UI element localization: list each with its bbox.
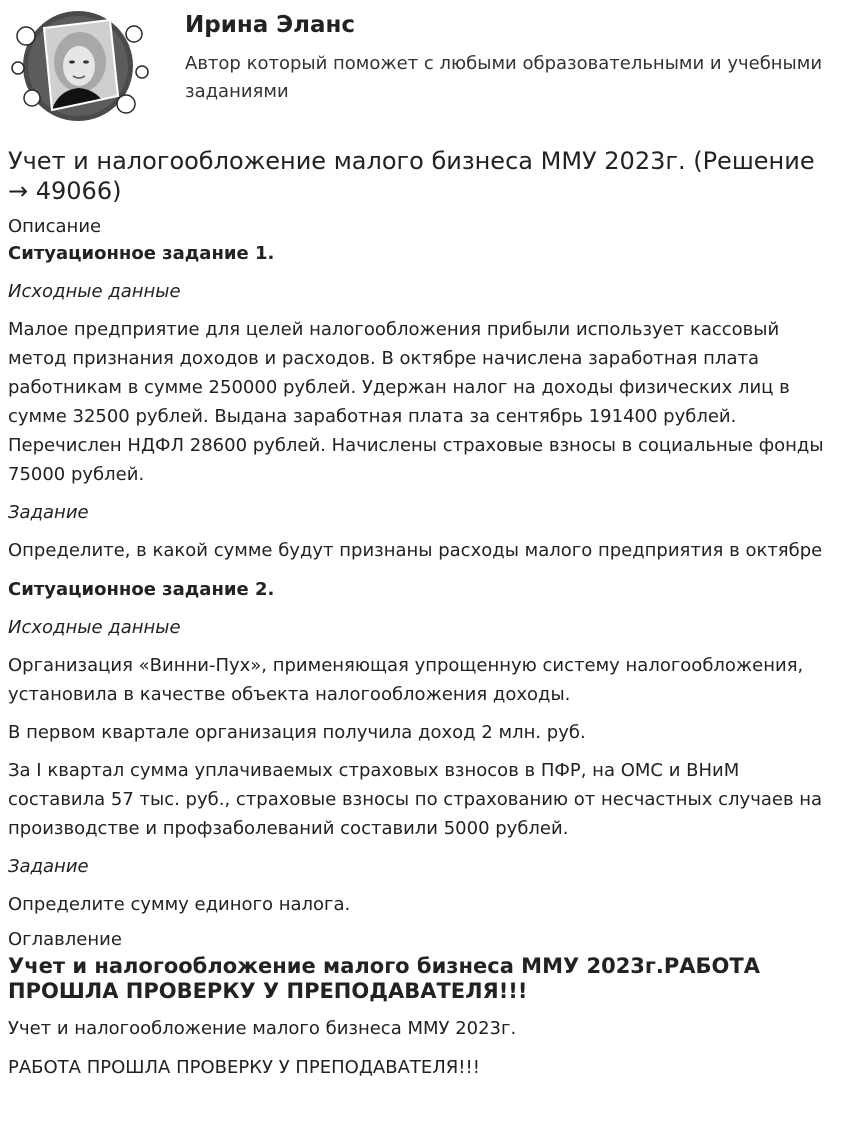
description-label: Описание	[8, 216, 102, 237]
task1-task-text: Определите, в какой сумме будут признаны расходы малого предприятия в октябре	[8, 540, 823, 561]
page-title: Учет и налогообложение малого бизнеса ММУ 2023г. (Решение → 49066)	[8, 147, 815, 205]
toc-line: Учет и налогообложение малого бизнеса ММУ 2023г.	[8, 1018, 517, 1039]
task2-paragraph: За I квартал сумма уплачиваемых страховых взносов в ПФР, на ОМС и ВНиМ составила 57 тыс. руб., страховые взносы по страхованию от несчастных случаев на производстве и профзаболеваний составили 5000 рублей.	[8, 760, 823, 839]
task1-heading: Ситуационное задание 1.	[8, 243, 275, 264]
avatar-photo-icon	[6, 6, 152, 126]
task2-task-label: Задание	[8, 856, 89, 877]
avatar	[6, 6, 152, 126]
toc-label: Оглавление	[8, 929, 122, 950]
task1-source-label: Исходные данные	[8, 281, 181, 302]
task2-heading: Ситуационное задание 2.	[8, 579, 275, 600]
author-description: Автор который поможет с любыми образовательными и учебными заданиями	[185, 53, 823, 102]
main-content	[8, 146, 840, 1082]
task2-paragraph: В первом квартале организация получила доход 2 млн. руб.	[8, 722, 586, 743]
author-name[interactable]: Ирина Эланс	[185, 12, 356, 38]
author-header	[0, 0, 847, 130]
task2-task-text: Определите сумму единого налога.	[8, 894, 351, 915]
task2-source-label: Исходные данные	[8, 617, 181, 638]
toc-title: Учет и налогообложение малого бизнеса ММУ 2023г.РАБОТА ПРОШЛА ПРОВЕРКУ У ПРЕПОДАВАТЕЛЯ!!!	[8, 954, 760, 1003]
task1-task-label: Задание	[8, 502, 89, 523]
task2-paragraph: Организация «Винни-Пух», применяющая упрощенную систему налогообложения, установила в качестве объекта налогообложения доходы.	[8, 655, 804, 705]
toc-line: РАБОТА ПРОШЛА ПРОВЕРКУ У ПРЕПОДАВАТЕЛЯ!!!	[8, 1057, 480, 1078]
task1-source-text: Малое предприятие для целей налогообложения прибыли использует кассовый метод признания доходов и расходов. В октябре начислена заработная плата работникам в сумме 250000 рублей. Удержан налог на доходы физических лиц в сумме 32500 рублей. Выдана заработная плата за сентябрь 191400 рублей. Перечислен НДФЛ 28600 рублей. Начислены страховые взносы в социальные фонды 75000 рублей.	[8, 319, 824, 485]
